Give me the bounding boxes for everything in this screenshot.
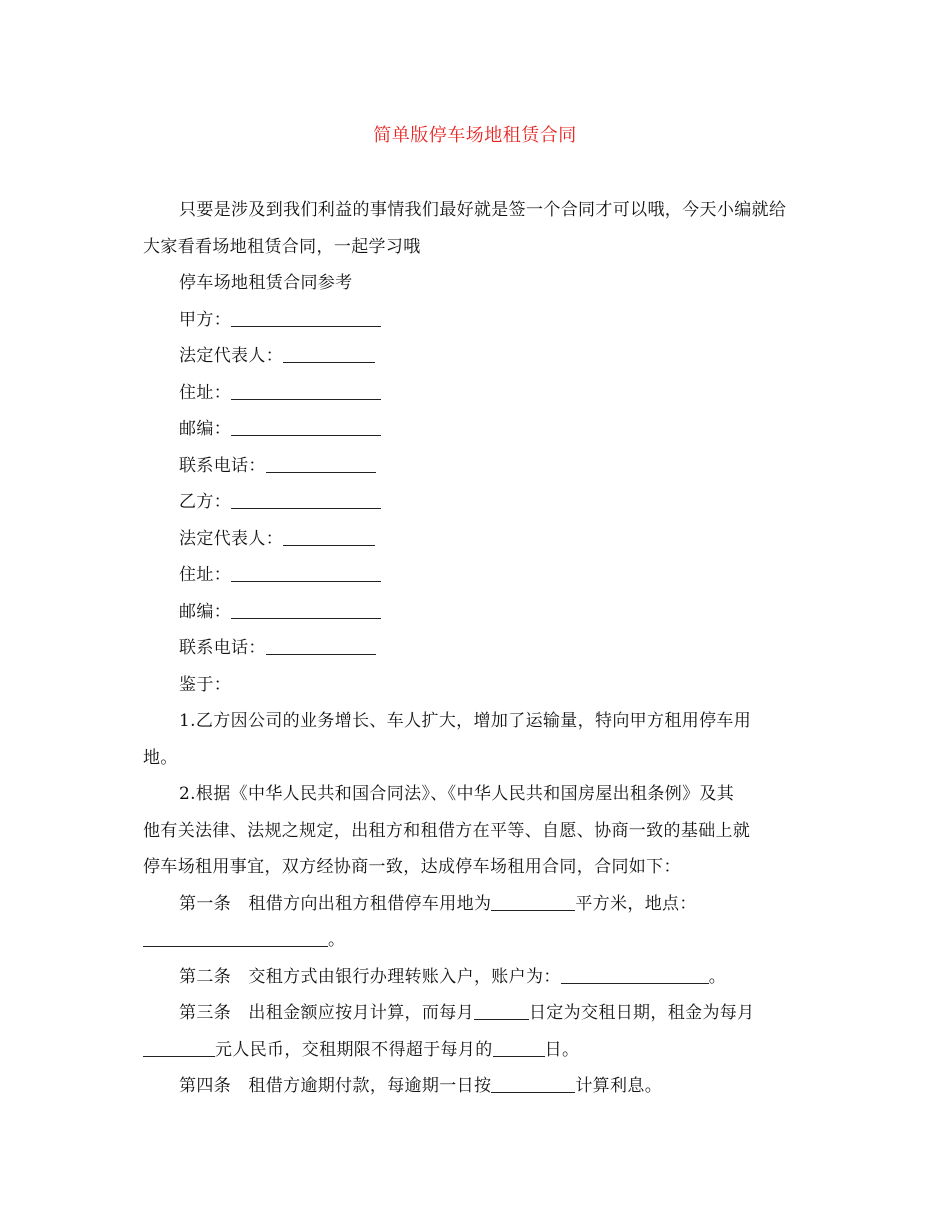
article-3-text-a: 第三条 出租金额应按月计算，而每月 [179,1003,474,1023]
party-b-name-label: 乙方： [179,492,232,512]
article-2-line [143,959,803,996]
party-a-phone-label: 联系电话： [179,455,266,476]
whereas-1-line1: 1.乙方因公司的业务增长、车人扩大，增加了运输量，特向甲方租用停车用 [179,711,752,731]
article-3-text-d: 日。 [544,1039,580,1060]
article-4-line [143,1068,803,1105]
document-title: 简单版停车场地租赁合同 [373,125,577,146]
party-b-phone-line [143,630,803,667]
article-2-end: 。 [708,966,727,987]
party-a-rep-label: 法定代表人： [179,346,284,366]
party-b-name-blank [231,488,381,509]
article-4-text-b: 计算利息。 [575,1076,663,1096]
party-b-rep-line [143,521,803,558]
article-3-amount-blank [143,1036,215,1057]
article-1-location-blank [143,926,328,947]
party-a-rep-line [143,338,803,375]
whereas-2-line3: 停车场租用事宜，双方经协商一致，达成停车场租用合同，合同如下： [143,857,681,877]
article-3-text-b: 日定为交租日期，租金为每月 [528,1003,755,1023]
party-a-address-line [143,375,803,412]
article-2-text-a: 第二条 交租方式由银行办理转账入户，账户为： [179,966,561,987]
article-4-interest-blank [491,1072,575,1093]
party-b-rep-label: 法定代表人： [179,528,284,549]
party-a-name-blank [231,306,381,327]
article-1-area-blank [491,890,575,911]
party-b-address-blank [231,561,381,582]
whereas-1-line2: 地。 [143,747,178,768]
party-b-phone-blank [266,634,376,655]
party-a-postcode-line [143,411,803,448]
article-3-line2 [143,1032,803,1069]
subtitle: 停车场地租赁合同参考 [179,273,353,293]
party-b-name-line [143,484,803,521]
article-2-account-blank [561,963,709,984]
party-b-postcode-blank [231,598,381,619]
article-3-text-c: 元人民币，交租期限不得超于每月的 [215,1039,493,1060]
whereas-2-line2: 他有关法律、法规之规定，出租方和租借方在平等、自愿、协商一致的基础上就 [143,820,751,841]
article-1-line2 [143,922,803,959]
party-b-phone-label: 联系电话： [179,638,266,658]
intro-paragraph: 只要是涉及到我们利益的事情我们最好就是签一个合同才可以哦，今天小编就给大家看看场地租赁合同，一起学习哦 [143,200,787,257]
party-a-phone-line [143,448,803,485]
article-1-line1 [143,886,803,923]
party-a-postcode-label: 邮编： [179,419,232,439]
party-b-postcode-line [143,594,803,631]
article-1-end: 。 [328,930,346,950]
party-b-postcode-label: 邮编： [179,601,232,622]
article-1-text-a: 第一条 租借方向出租方租借停车用地为 [179,893,492,914]
party-a-name-line [143,302,803,339]
article-3-day-blank [474,999,529,1020]
party-a-rep-blank [283,342,375,363]
party-b-address-line [143,557,803,594]
whereas-2-line1: 2.根据《中华人民共和国合同法》、《中华人民共和国房屋出租条例》及其 [179,784,735,804]
party-a-address-label: 住址： [179,382,232,403]
article-3-line1 [143,995,803,1032]
party-a-address-blank [231,379,381,400]
article-4-text-a: 第四条 租借方逾期付款，每逾期一日按 [179,1076,492,1096]
party-a-name-label: 甲方： [179,309,232,330]
party-b-address-label: 住址： [179,565,232,585]
article-3-deadline-blank [493,1036,545,1057]
party-a-postcode-blank [231,415,381,436]
party-b-rep-blank [283,525,375,546]
party-a-phone-blank [266,452,376,473]
article-1-text-b: 平方米，地点： [575,893,697,914]
whereas-label: 鉴于： [179,674,232,695]
document-body [143,192,803,1105]
